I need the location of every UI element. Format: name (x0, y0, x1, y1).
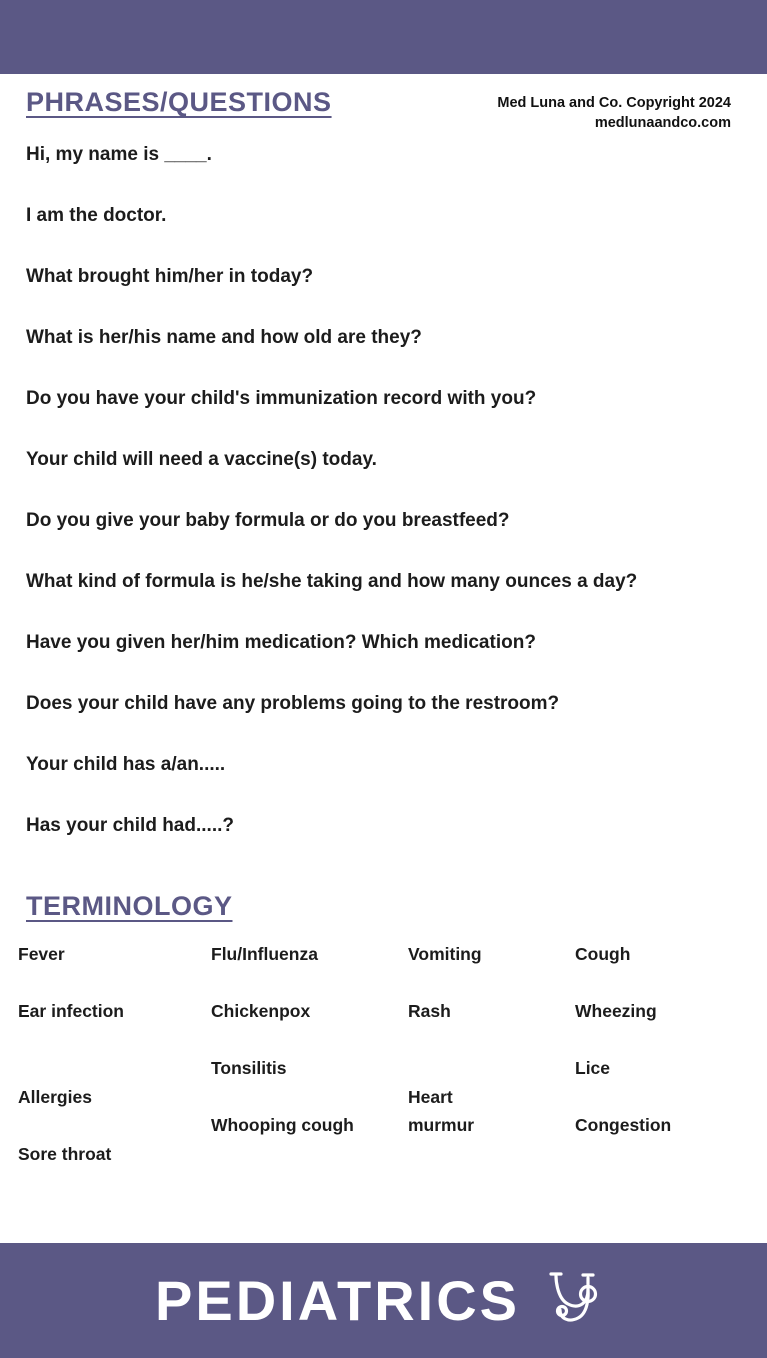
term-item: Whooping cough (211, 1115, 354, 1136)
terminology-grid (0, 944, 767, 1194)
term-item: Vomiting (408, 944, 482, 965)
list-item: Your child will need a vaccine(s) today. (26, 449, 377, 471)
term-item: Wheezing (575, 1001, 657, 1022)
term-item: Tonsilitis (211, 1058, 287, 1079)
term-item: murmur (408, 1115, 475, 1136)
footer-title: PEDIATRICS (155, 1268, 520, 1332)
copyright-line-2: medlunaandco.com (594, 114, 731, 131)
document-content (0, 74, 767, 1243)
header-row (0, 74, 767, 133)
list-item: Have you given her/him medication? Which medication? (26, 632, 536, 654)
term-item: Rash (408, 1001, 451, 1022)
list-item: What kind of formula is he/she taking and how many ounces a day? (26, 571, 638, 593)
top-banner-bar (0, 0, 767, 74)
terminology-title: TERMINOLOGY (26, 891, 233, 922)
list-item: Your child has a/an..... (26, 754, 226, 776)
term-item: Flu/Influenza (211, 944, 318, 965)
term-item: Heart (408, 1087, 453, 1108)
stethoscope-icon (538, 1264, 612, 1338)
list-item: Hi, my name is ____. (26, 144, 212, 166)
term-item: Ear infection (18, 1001, 124, 1022)
term-item: Cough (575, 944, 631, 965)
copyright-block (497, 88, 731, 133)
list-item: Has your child had.....? (26, 815, 234, 837)
term-item: Congestion (575, 1115, 672, 1136)
term-item: Sore throat (18, 1144, 112, 1165)
list-item: Does your child have any problems going to the restroom? (26, 693, 560, 715)
term-item: Chickenpox (211, 1001, 311, 1022)
phrases-list (0, 133, 767, 877)
list-item: Do you give your baby formula or do you breastfeed? (26, 510, 510, 532)
term-item: Allergies (18, 1087, 92, 1108)
term-item: Fever (18, 944, 65, 965)
list-item: What is her/his name and how old are they? (26, 327, 422, 349)
footer-banner (0, 1243, 767, 1358)
term-item: Lice (575, 1058, 611, 1079)
copyright-line-1: Med Luna and Co. Copyright 2024 (497, 95, 731, 111)
list-item: What brought him/her in today? (26, 266, 314, 288)
list-item: I am the doctor. (26, 205, 167, 227)
page-title: PHRASES/QUESTIONS (26, 87, 332, 117)
list-item: Do you have your child's immunization record with you? (26, 388, 537, 410)
